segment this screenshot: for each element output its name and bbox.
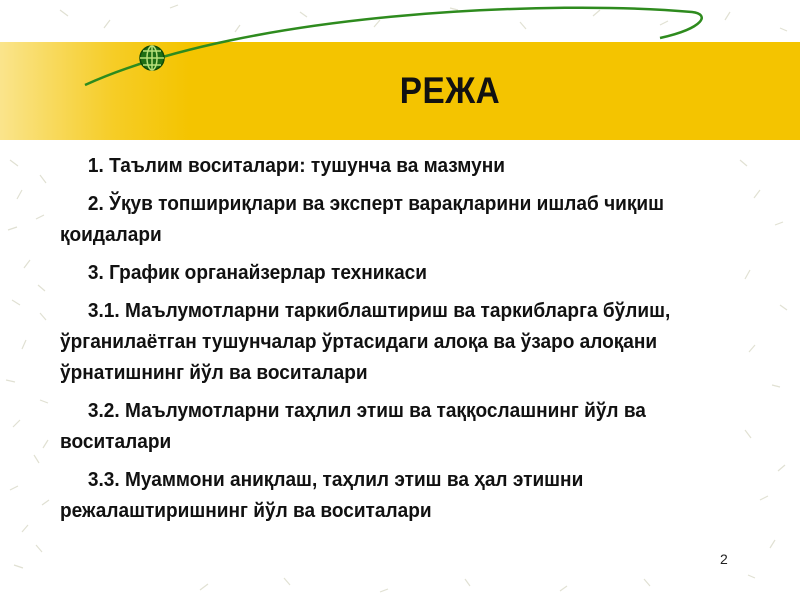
agenda-list bbox=[60, 150, 740, 533]
agenda-item: 2. Ўқув топшириқлари ва эксперт варақларини ишлаб чиқиш қоидалари bbox=[60, 192, 665, 246]
agenda-item: 1. Таълим воситалари: тушунча ва мазмуни bbox=[87, 154, 506, 177]
agenda-item: 3.3. Муаммони аниқлаш, таҳлил этиш ва ҳал этишни режалаштиришнинг йўл ва воситалари bbox=[60, 468, 584, 522]
agenda-item: 3. График органайзерлар техникаси bbox=[87, 261, 428, 284]
agenda-item: 3.2. Маълумотларни таҳлил этиш ва таққослашнинг йўл ва воситалари bbox=[60, 399, 646, 453]
globe-icon bbox=[140, 46, 164, 70]
page-number: 2 bbox=[720, 551, 728, 567]
slide-title: РЕЖА bbox=[399, 70, 501, 111]
agenda-item: 3.1. Маълумотларни таркиблаштириш ва таркибларга бўлиш, ўрганилаётган тушунчалар ўртасидаги алоқа ва ўзаро алоқани ўрнатишнинг йўл ва воситалари bbox=[60, 299, 671, 384]
